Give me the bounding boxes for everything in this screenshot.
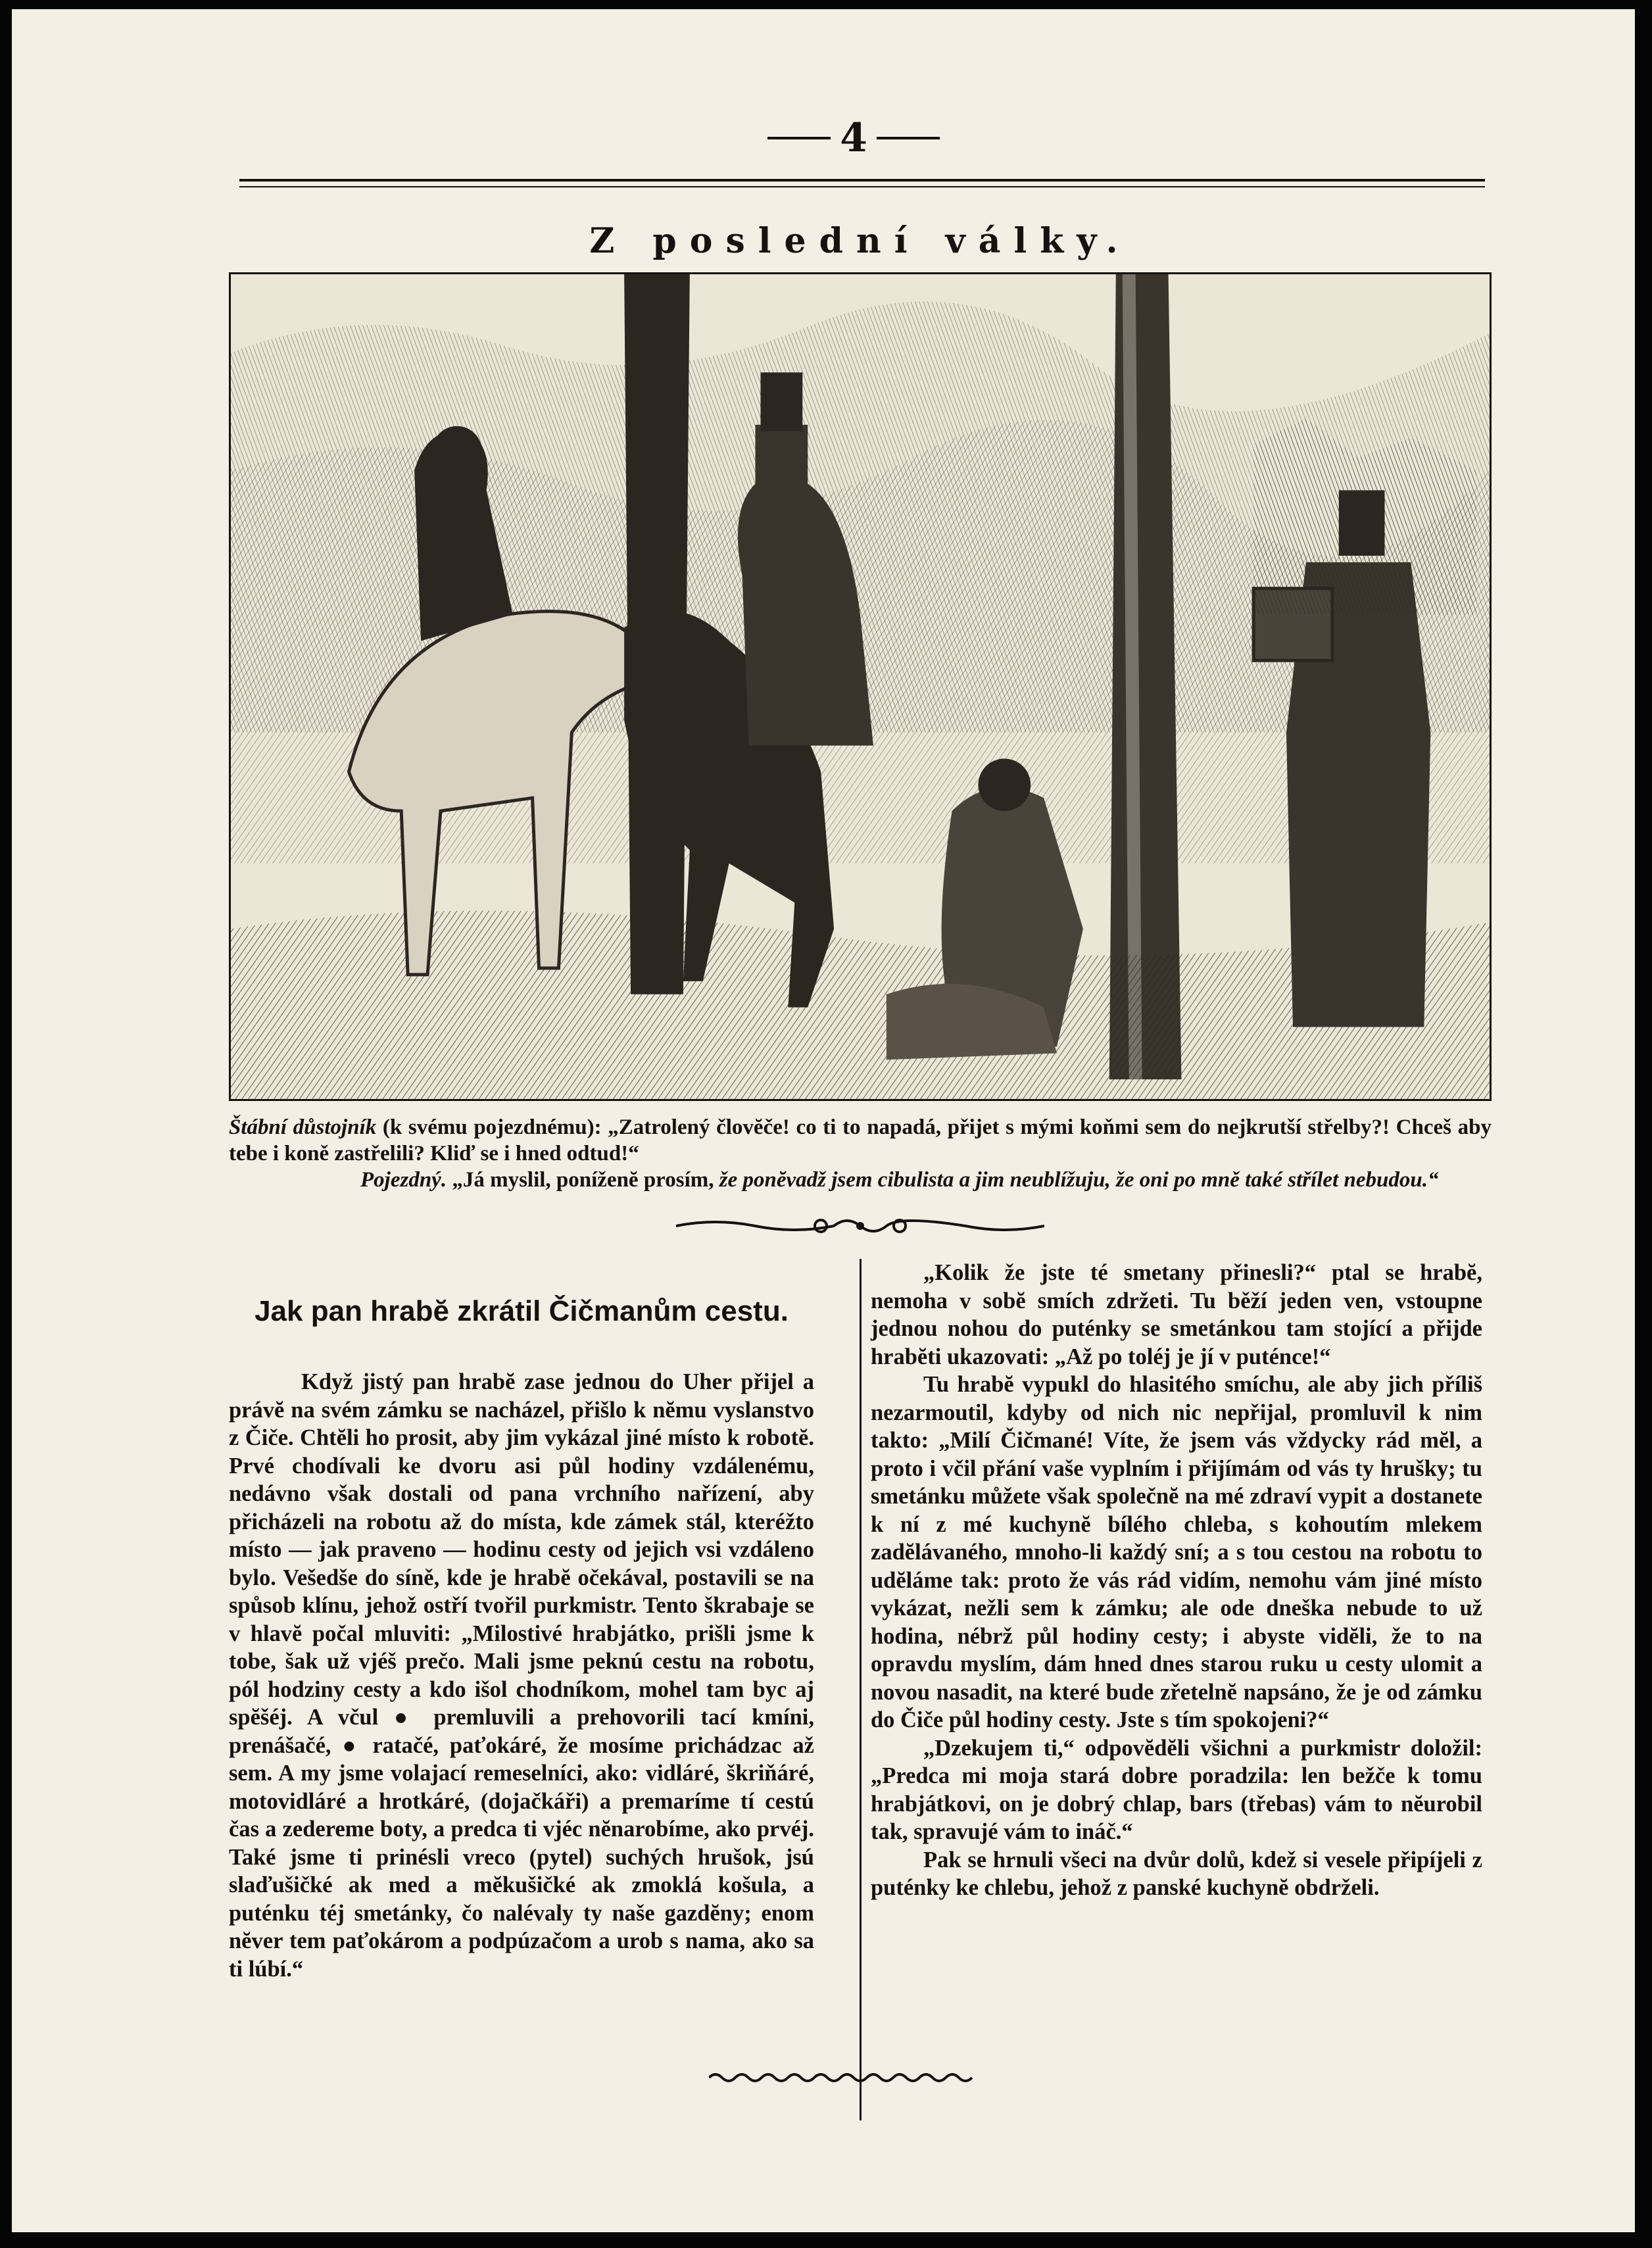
caption-speaker-officer: Štábní důstojník bbox=[229, 1115, 377, 1139]
flourish-divider-icon bbox=[676, 1211, 1044, 1240]
article-paragraph: „Dzekujem ti,“ odpovĕdĕli všichni a purkmistr doložil: „Predca mi moja stará dobre poradzila: len bežče k tomu hrabjátkovi, on je dobrý chlap, bars (třebas) vám to nĕurobil tak, spravujé vám to ináč.“ bbox=[871, 1735, 1482, 1844]
article-paragraph: Pak se hrnuli všeci na dvůr dolů, kdež si vesele připíjeli z puténky ke chlebu, jehož z panské kuchynĕ obdrželi. bbox=[871, 1847, 1482, 1900]
article-right-column bbox=[871, 1259, 1482, 1902]
article-paragraph: Když jistý pan hrabĕ zase jednou do Uher přijel a právĕ na svém zámku se nacházel, přišlo k nĕmu vyslanstvo z Čiče. Chtĕli ho prosit, aby jim vykázal jiné místo k robotĕ. Prvé chodívali ke dvoru asi půl hodiny vzdálenému, nedávno však dostali od pana vrchního nařízení, aby přicházeli na robotu až do místa, kde zámek stál, kteréžto místo — jak praveno — hodinu cesty od jejich vsi vzdáleno bylo. Vešedše do síně, kde je hrabĕ očekával, postavili se na spůsob klínu, jehož ostří tvořil purkmistr. Tento škrabaje se v hlavĕ počal mluviti: „Milostivé hrabjátko, prišli jsme k tobe, šak už vjéš prečo. Mali jsme peknú cestu na robotu, pól hodziny cesty a kdo išol chodníkom, mohel tam byc aj spĕšéj. A včul ● premluvili a prehovorili tací kmíni, prenášačé, ● ratačé, paťokáré, že mosíme prichádzac až sem. A my jsme volajací remeselníci, ako: vidláré, škriňáré, motovidláré a hrotkáré, (dojačkáři) a premaríme tí cestú čas a zedereme boty, a predca ti vjéc nĕnarobíme, ako prvéj. Také jsme ti prinésli vreco (pytel) suchých hrušok, jsú slaďušičké ak med a mĕkušičké ak zmoklá košula, a puténku téj smetánky, čo nalévaly ty naše gazdĕny; enom nĕver tem paťokárom a podpúzačom a urob s nama, ako sa ti lúbí.“ bbox=[229, 1369, 814, 1982]
newspaper-page bbox=[12, 9, 1635, 2232]
article-left-column bbox=[229, 1259, 814, 1983]
engraving-illustration bbox=[229, 272, 1492, 1101]
caption-text-officer: (k svému pojezdnému): „Zatrolený človĕče! co ti to napadá, přijet s mými koňmi sem do nejkrutší střelby?! Chceš aby tebe i koně zastřelili? Kliď se i hned odtud!“ bbox=[229, 1115, 1492, 1165]
column-divider bbox=[860, 1259, 862, 2120]
caption-ornament bbox=[676, 1211, 1044, 1240]
caption-paragraph-officer bbox=[229, 1114, 1492, 1167]
article-title: Jak pan hrabĕ zkrátil Čičmanům cestu. bbox=[255, 1295, 789, 1327]
section-title: Z poslední války. bbox=[589, 221, 1131, 261]
wavy-line-divider-icon bbox=[709, 2068, 979, 2088]
caption-text-orderly: „Já myslil, poníženĕ prosím, bbox=[447, 1168, 719, 1192]
end-ornament bbox=[709, 2068, 979, 2088]
article-paragraph: Tu hrabĕ vypukl do hlasitého smíchu, ale aby jich příliš nezarmoutil, kdyby od nich nic nepřijal, promluvil k nim takto: „Milí Čičmané! Víte, že jsem vás vždycky rád mĕl, a proto i včil přání vaše vyplním i přijímám od vás ty hrušky; tu smetánku můžete však společnĕ na mé zdraví vypit a dostanete k ní z mé kuchynĕ bílého chleba, s kohoutím mlekem zadĕlávaného, mnoho-li každý sní; a s tou cestou na robotu to udĕláme tak: proto že vás rád vidím, nemohu vám jiné místo vykázat, nežli sem k zámku; ale ode dneška nebude to už hodina, nébrž půl hodiny cesty; i abyste vidĕli, že to na opravdu myslím, dám hned dnes starou ruku u cesty ulomit a novou nasadit, na které bude zřetelnĕ napsáno, že je od zámku do Čiče půl hodiny cesty. Jste s tím spokojeni?“ bbox=[871, 1372, 1482, 1732]
page-number bbox=[748, 114, 959, 162]
illustration-caption bbox=[229, 1114, 1492, 1193]
caption-text-orderly-italic: že ponĕvadž jsem cibulista a jim neublížuju, že oni po mně také střílet nebudou.“ bbox=[719, 1168, 1439, 1192]
article-paragraph: „Kolik že jste té smetany přinesli?“ ptal se hrabĕ, nemoha v sobĕ smích zdržeti. Tu běží jeden ven, vstoupne jednou nohou do puténky se smetánkou tam stojící a přijde hrabĕti ukazovati: „Až po toléj je jí v puténce!“ bbox=[871, 1260, 1482, 1369]
page-number-value: 4 bbox=[840, 115, 867, 161]
header-rule bbox=[239, 179, 1485, 187]
caption-speaker-orderly: Pojezdný. bbox=[360, 1168, 447, 1192]
engraving-officers-on-horseback-forest-icon bbox=[231, 274, 1490, 1099]
caption-paragraph-orderly bbox=[229, 1167, 1492, 1193]
